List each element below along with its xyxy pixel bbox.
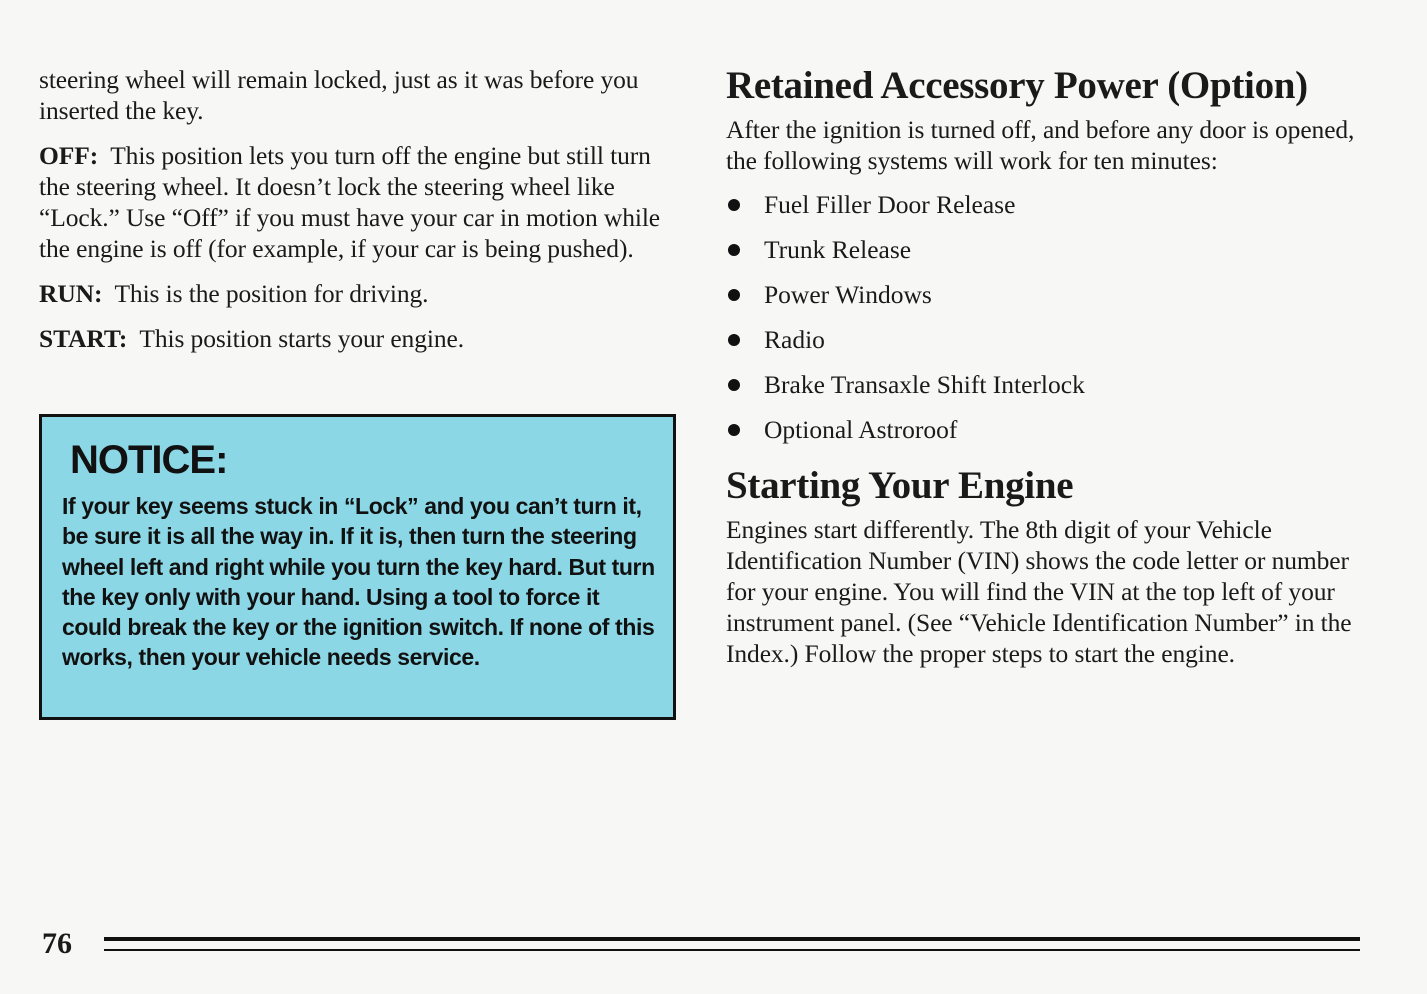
run-text: This is the position for driving. bbox=[114, 279, 429, 308]
list-item bbox=[726, 227, 1376, 272]
bullet-icon bbox=[728, 289, 740, 301]
list-item-label: Trunk Release bbox=[764, 235, 912, 264]
list-item bbox=[726, 272, 1376, 317]
start-text: This position starts your engine. bbox=[139, 324, 464, 353]
list-item-label: Power Windows bbox=[764, 280, 932, 309]
list-item bbox=[726, 317, 1376, 362]
footer-rule-thin bbox=[104, 949, 1360, 951]
bullet-icon bbox=[728, 199, 740, 211]
list-item-label: Radio bbox=[764, 325, 825, 354]
bullet-icon bbox=[728, 244, 740, 256]
right-column bbox=[726, 62, 1376, 683]
accessory-power-intro: After the ignition is turned off, and before any door is opened, the following systems will work for ten minutes: bbox=[726, 115, 1355, 175]
run-term: RUN: bbox=[39, 279, 103, 308]
list-item-label: Optional Astroroof bbox=[764, 415, 958, 444]
list-item bbox=[726, 407, 1376, 452]
list-item-label: Fuel Filler Door Release bbox=[764, 190, 1016, 219]
left-column bbox=[39, 64, 679, 368]
off-paragraph bbox=[39, 140, 679, 264]
start-paragraph bbox=[39, 323, 679, 354]
continuation-paragraph: steering wheel will remain locked, just as it was before you inserted the key. bbox=[39, 65, 639, 125]
off-text: This position lets you turn off the engine but still turn the steering wheel. It doesn’t lock the steering wheel like “Lock.” Use “Off” if you must have your car in motion while the engine is off (for example, if your car is being pushed). bbox=[39, 141, 661, 263]
accessory-power-heading: Retained Accessory Power (Option) bbox=[726, 64, 1308, 107]
starting-engine-text: Engines start differently. The 8th digit of your Vehicle Identification Number (VIN) shows the code letter or number for your engine. You will find the VIN at the top left of your instrument panel. (See “Vehicle Identification Number” in the Index.) Follow the proper steps to start the engine. bbox=[726, 515, 1352, 668]
bullet-icon bbox=[728, 424, 740, 436]
bullet-icon bbox=[728, 379, 740, 391]
notice-box bbox=[39, 414, 676, 720]
list-item bbox=[726, 182, 1376, 227]
page-number: 76 bbox=[42, 927, 72, 960]
bullet-icon bbox=[728, 334, 740, 346]
run-paragraph bbox=[39, 278, 679, 309]
list-item-label: Brake Transaxle Shift Interlock bbox=[764, 370, 1085, 399]
accessory-systems-list bbox=[726, 182, 1376, 452]
start-term: START: bbox=[39, 324, 128, 353]
list-item bbox=[726, 362, 1376, 407]
notice-title: NOTICE: bbox=[70, 438, 228, 482]
footer-rule-thick bbox=[104, 937, 1360, 941]
off-term: OFF: bbox=[39, 141, 99, 170]
starting-engine-heading: Starting Your Engine bbox=[726, 464, 1074, 507]
notice-text: If your key seems stuck in “Lock” and you can’t turn it, be sure it is all the way in. If it is, then turn the steering wheel left and right while you turn the key hard. But turn the key only with your hand. Using a tool to force it could break the key or the ignition switch. If none of this works, then your vehicle needs service. bbox=[62, 493, 655, 671]
